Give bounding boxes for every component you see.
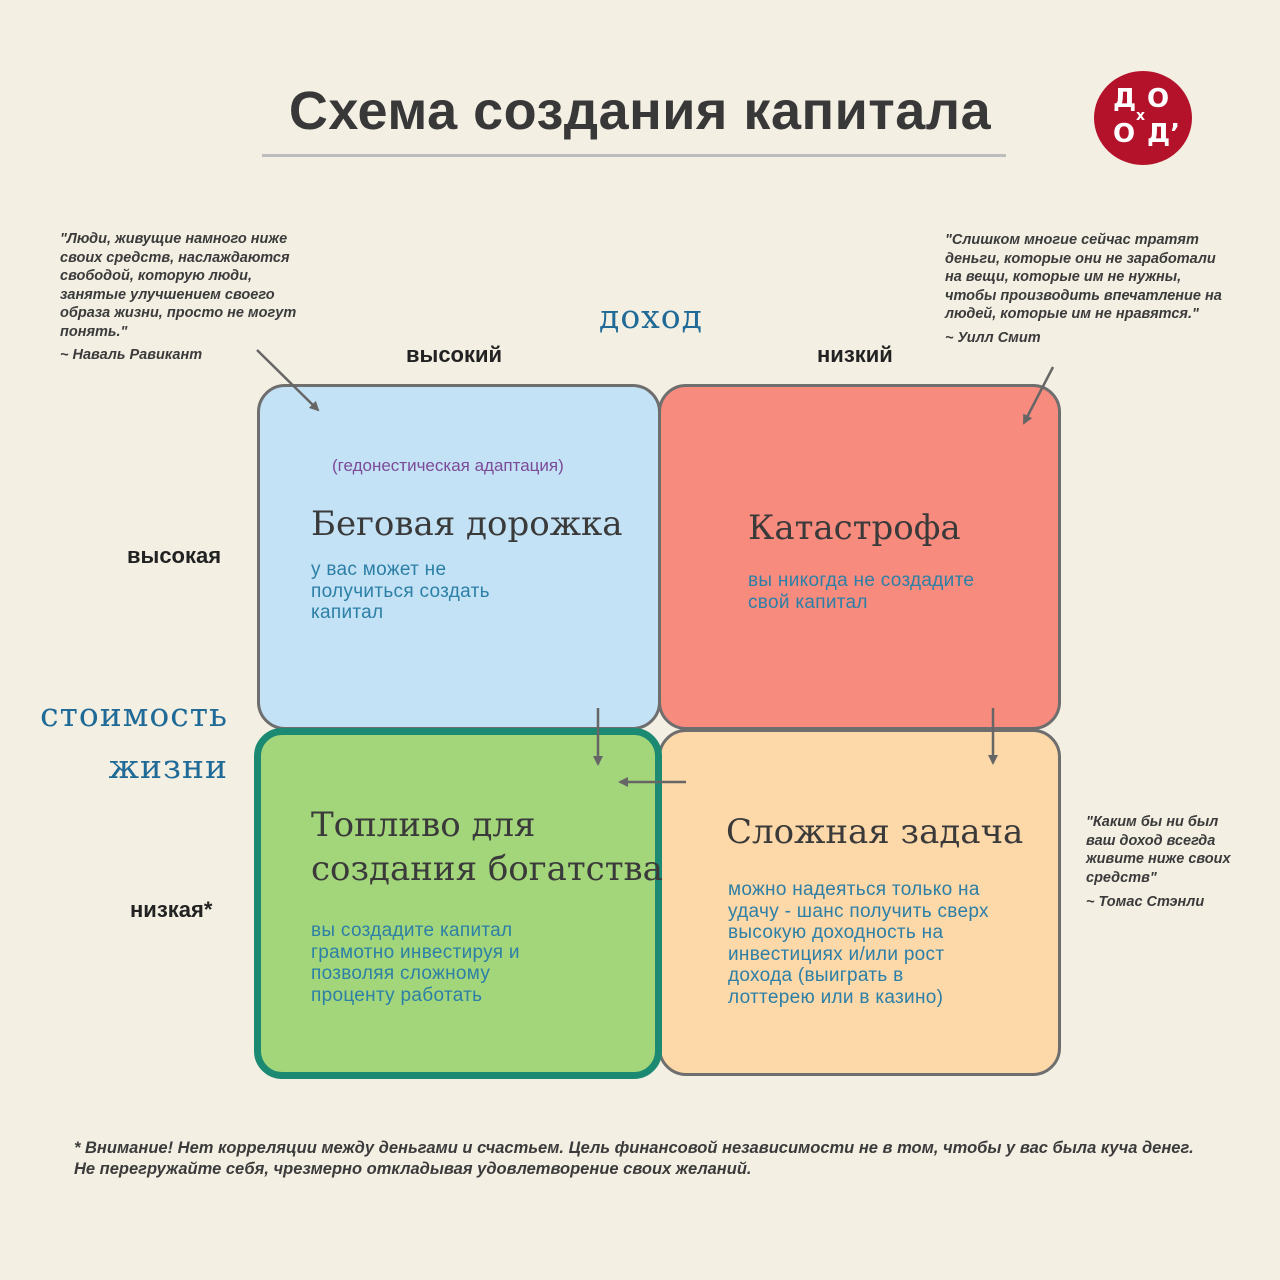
quote-left-text: "Люди, живущие намного ниже своих средств, наслаждаются свободой, которую люди, занятые улучшением своего образа жизни, просто не могут понять."	[60, 231, 297, 340]
logo-glyph: О	[1113, 119, 1136, 149]
page-title: Схема создания капитала	[288, 81, 992, 141]
catastrophe-text: вы никогда не создадите свой капитал	[748, 570, 975, 613]
arrow-quote-left	[257, 350, 318, 410]
cost-low-label: низкая*	[130, 897, 213, 922]
logo-glyph: Д’	[1147, 119, 1181, 149]
quote-left-author: ~ Наваль Равикант	[60, 347, 203, 363]
income-high-label: высокий	[406, 342, 503, 367]
footnote: * Внимание! Нет корреляции между деньгами и счастьем. Цель финансовой независимости не в том, чтобы у вас была куча денег. Не перегружайте себя, чрезмерно откладывая удовлетворение своих желаний.	[74, 1139, 1194, 1178]
arrow-quote-right	[1024, 367, 1053, 423]
hard-task-title: Сложная задача	[726, 812, 1024, 852]
wealth-fuel-title: Топливо для создания богатства	[311, 805, 663, 889]
quote-bottom-right-text: "Каким бы ни был ваш доход всегда живите ниже своих средств"	[1086, 814, 1231, 886]
logo-glyph: x	[1136, 108, 1146, 124]
income-axis-title: доход	[599, 297, 703, 336]
logo-glyph: Д	[1113, 84, 1137, 114]
quote-right-author: ~ Уилл Смит	[945, 330, 1041, 346]
hard-task-text: можно надеяться только на удачу - шанс получить сверх высокую доходность на инвестициях и/или рост дохода (выиграть в лоттерею или в казино)	[728, 879, 989, 1008]
cost-axis-title-line1: стоимость	[40, 695, 228, 734]
catastrophe-title: Катастрофа	[748, 508, 961, 548]
logo-glyph: О	[1147, 84, 1170, 114]
treadmill-title: Беговая дорожка	[311, 504, 623, 544]
quote-right-text: "Слишком многие сейчас тратят деньги, которые они не заработали на вещи, которые им не нужны, чтобы производить впечатление на людей, которые им не нравятся."	[945, 232, 1222, 322]
cost-axis-title-line2: жизни	[108, 747, 228, 786]
treadmill-note: (гедонестическая адаптация)	[332, 456, 564, 475]
income-low-label: низкий	[817, 342, 893, 367]
quote-bottom-right-author: ~ Томас Стэнли	[1086, 894, 1205, 910]
cost-high-label: высокая	[127, 543, 222, 568]
wealth-fuel-text: вы создадите капитал грамотно инвестируя и позволяя сложному проценту работать	[311, 920, 520, 1006]
treadmill-text: у вас может не получиться создать капитал	[311, 559, 490, 623]
